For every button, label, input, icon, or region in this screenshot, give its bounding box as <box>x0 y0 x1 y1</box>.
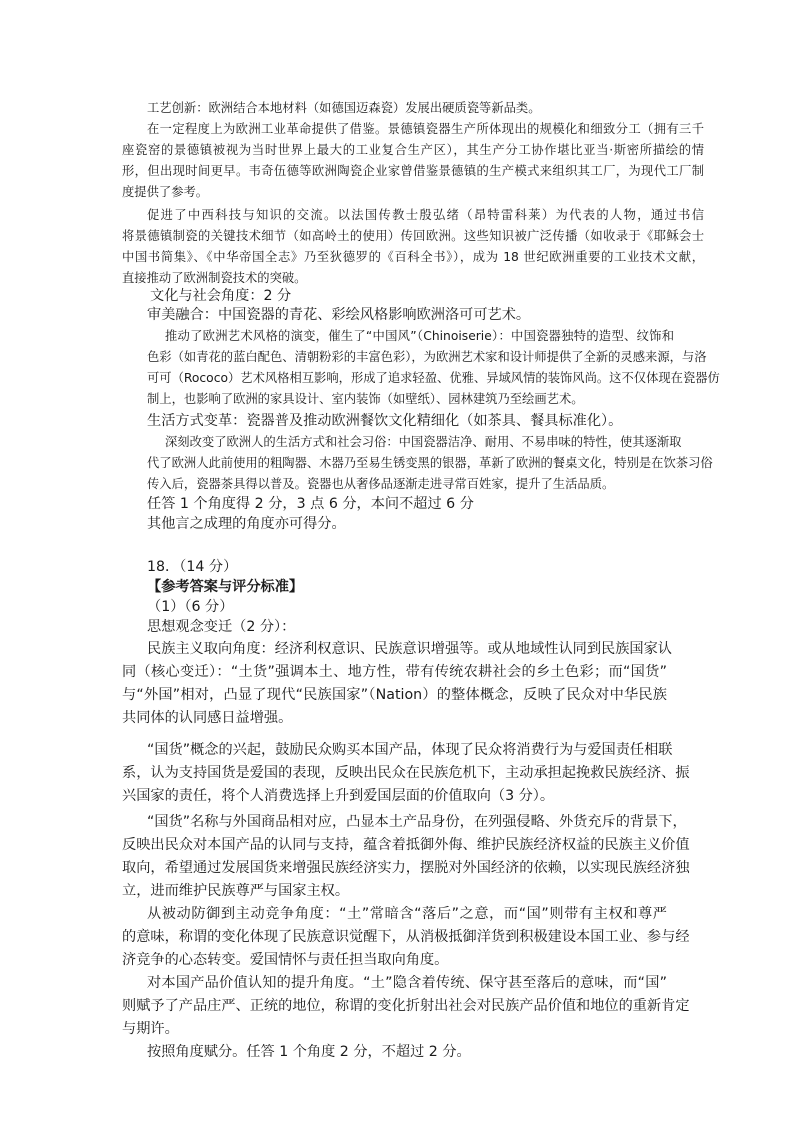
text-line: 可可（Rococo）艺术风格相互影响，形成了追求轻盈、优雅、异域风情的装饰风尚。这不仅体现在瓷器仿 <box>147 371 720 385</box>
text-line: 传入后，瓷器茶具得以普及。瓷器也从奢侈品逐渐走进寻常百姓家，提升了生活品质。 <box>147 477 615 491</box>
text-line: 的意味，称谓的变化体现了民族意识觉醒下，从消极抵御洋货到积极建设本国工业、参与经 <box>122 929 690 945</box>
text-line: 兴国家的责任，将个人消费选择上升到爱国层面的价值取向（3 分）。 <box>122 788 555 804</box>
text-line: 则赋予了产品庄严、正统的地位，称谓的变化折射出社会对民族产品价值和地位的重新肯定 <box>122 998 690 1014</box>
text-line: 生活方式变革：瓷器普及推动欧洲餐饮文化精细化（如茶具、餐具标准化）。 <box>147 413 623 429</box>
text-line: 与“外国”相对，凸显了现代“民族国家”（Nation）的整体概念，反映了民众对中华民族 <box>122 687 667 703</box>
text-line: “国货”名称与外国商品相对应，凸显本土产品身份，在列强侵略、外货充斥的背景下， <box>147 814 687 830</box>
text-line: 制上，也影响了欧洲的家具设计、室内装饰（如壁纸）、园林建筑乃至绘画艺术。 <box>147 392 584 406</box>
text-line: 直接推动了欧洲制瓷技术的突破。 <box>122 271 307 285</box>
text-line: 其他言之成理的角度亦可得分。 <box>147 516 346 532</box>
text-line: 系，认为支持国货是爱国的表现，反映出民众在民族危机下，主动承担起挽救民族经济、振 <box>122 765 690 781</box>
text-line: 代了欧洲人此前使用的粗陶器、木器乃至易生锈变黑的银器，革新了欧洲的餐桌文化，特别是在饮茶习俗 <box>147 456 713 470</box>
text-line: 推动了欧洲艺术风格的演变，催生了“中国风”（Chinoiserie）：中国瓷器独特的造型、纹饰和 <box>165 329 674 343</box>
text-line: 将景德镇制瓷的关键技术细节（如高岭土的使用）传回欧洲。这些知识被广泛传播（如收录于《耶稣会士 <box>122 229 704 243</box>
text-line: 促进了中西科技与知识的交流。以法国传教士殷弘绪（昂特雷科莱）为代表的人物，通过书信 <box>147 208 704 222</box>
text-line: 中国书简集》、《中华帝国全志》乃至狄德罗的《百科全书》），成为 18 世纪欧洲重要的工业技术文献， <box>122 250 704 264</box>
text-line: “国货”概念的兴起，鼓励民众购买本国产品，体现了民众将消费行为与爱国责任相联 <box>147 742 673 758</box>
text-line: （1）（6 分） <box>147 599 234 615</box>
text-line: 与期许。 <box>122 1021 179 1037</box>
text-line: 从被动防御到主动竞争角度：“土”常暗含“落后”之意，而“国”则带有主权和尊严 <box>147 906 667 922</box>
text-line: 共同体的认同感日益增强。 <box>122 710 293 726</box>
text-line: 对本国产品价值认知的提升角度。“土”隐含着传统、保守甚至落后的意味，而“国” <box>147 975 667 991</box>
text-line: 色彩（如青花的蓝白配色、清朝粉彩的丰富色彩），为欧洲艺术家和设计师提供了全新的灵感来源，与洛 <box>147 350 707 364</box>
text-line: 按照角度赋分。任答 1 个角度 2 分，不超过 2 分。 <box>147 1044 471 1060</box>
text-line: 任答 1 个角度得 2 分，3 点 6 分，本问不超过 6 分 <box>147 496 474 512</box>
text-line: 立，进而维护民族尊严与国家主权。 <box>122 883 350 899</box>
text-line: 取向，希望通过发展国货来增强民族经济实力，摆脱对外国经济的依赖，以实现民族经济独 <box>122 860 690 876</box>
text-line: 民族主义取向角度：经济利权意识、民族意识增强等。或从地域性认同到民族国家认 <box>147 641 672 657</box>
text-line: 度提供了参考。 <box>122 185 209 199</box>
section-heading: 文化与社会角度：2 分 <box>150 288 292 304</box>
text-line: 反映出民众对本国产品的认同与支持，蕴含着抵御外侮、维护民族经济权益的民族主义价值 <box>122 837 690 853</box>
text-line: 形，但出现时间更早。韦奇伍德等欧洲陶瓷企业家曾借鉴景德镇的生产模式来组织其工厂，为现代工厂制 <box>122 164 704 178</box>
text-line: 济竞争的心态转变。爱国情怀与责任担当取向角度。 <box>122 952 449 968</box>
text-line: 同（核心变迁）：“土货”强调本土、地方性，带有传统农耕社会的乡土色彩；而“国货” <box>122 664 667 680</box>
text-line: 审美融合：中国瓷器的青花、彩绘风格影响欧洲洛可可艺术。 <box>147 307 531 323</box>
question-number: 18．（14 分） <box>147 559 238 575</box>
text-line: 深刻改变了欧洲人的生活方式和社会习俗：中国瓷器洁净、耐用、不易串味的特性，使其逐渐取 <box>165 435 682 449</box>
text-line: 座瓷窑的景德镇被视为当时世界上最大的工业复合生产区），其生产分工协作堪比亚当·斯密所描绘的情 <box>122 143 704 157</box>
text-line: 在一定程度上为欧洲工业革命提供了借鉴。景德镇瓷器生产所体现出的规模化和细致分工（拥有三千 <box>147 122 704 136</box>
text-line: 思想观念变迁（2 分）： <box>147 619 296 635</box>
section-heading: 【参考答案与评分标准】 <box>147 579 304 595</box>
text-line: 工艺创新：欧洲结合本地材料（如德国迈森瓷）发展出硬质瓷等新品类。 <box>147 101 541 115</box>
